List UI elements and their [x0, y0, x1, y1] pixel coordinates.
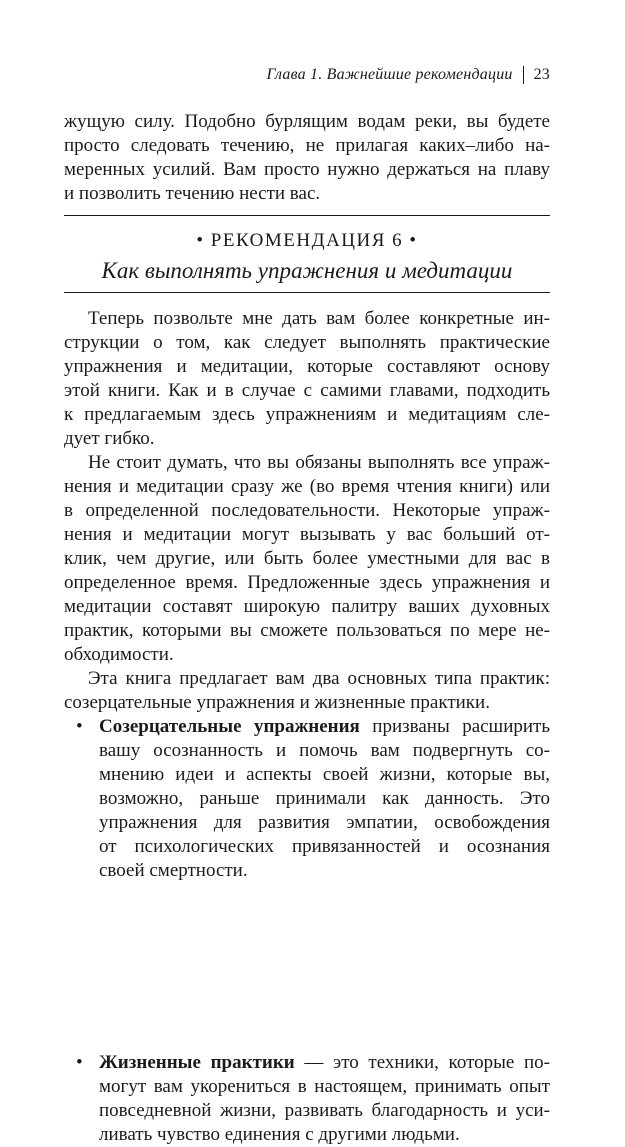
- text-line: могут вам укорениться в настоящем, принимать опыт: [99, 1076, 550, 1097]
- text-line: созерцательные упражнения и жизненные практики.: [64, 692, 490, 713]
- header-separator: [523, 66, 524, 84]
- page-number: 23: [533, 66, 550, 83]
- text-line: просто следовать течению, не прилагая каких–либо на-: [64, 135, 550, 156]
- bullet-icon: •: [76, 716, 83, 737]
- text-line: обходимости.: [64, 644, 174, 665]
- text-line: мнению идеи и аспекты своей жизни, которые вы,: [99, 764, 550, 785]
- text-line: меренных усилий. Вам просто нужно держаться на плаву: [64, 159, 550, 180]
- text-line: Теперь позвольте мне дать вам более конкретные ин-: [88, 308, 550, 329]
- text-line: и позволить течению нести вас.: [64, 183, 321, 204]
- section-rule-bottom: [64, 292, 550, 293]
- section-title: Как выполнять упражнения и медитации: [101, 258, 513, 283]
- text-line: Эта книга предлагает вам два основных типа практик:: [88, 668, 550, 689]
- paragraph-1: [64, 307, 550, 451]
- text-line: жущую силу. Подобно бурлящим водам реки, вы будете: [64, 111, 550, 132]
- bullet-text: — это техники, которые по-: [294, 1052, 550, 1073]
- text-line: [99, 1051, 550, 1075]
- text-line: нения и медитации сразу же (во время чтения книги) или: [64, 476, 550, 497]
- bullet-body: [99, 715, 550, 883]
- text-line: от психологических привязанностей и осознания: [99, 836, 550, 857]
- text-line: струкции о том, как следует выполнять практические: [64, 332, 550, 353]
- text-line: [99, 715, 550, 739]
- text-line: практик, которыми вы сможете пользоваться по мере не-: [64, 620, 550, 641]
- paragraph-3: [64, 667, 550, 715]
- text-line: своей смертности.: [99, 860, 248, 881]
- text-line: упражнения для развития эмпатии, освобождения: [99, 812, 550, 833]
- text-line: Не стоит думать, что вы обязаны выполнять все упраж-: [88, 452, 550, 473]
- text-line: дует гибко.: [64, 428, 155, 449]
- text-line: ливать чувство единения с другими людьми.: [99, 1124, 460, 1145]
- bullet-text: призваны расширить: [359, 716, 550, 737]
- text-line: определенное время. Предложенные здесь упражнения и: [64, 572, 550, 593]
- bullet-body: [99, 1051, 550, 1147]
- bullet-item-life-practices: [64, 1051, 550, 1147]
- text-line: к предлагаемым здесь упражнениям и медитациям сле-: [64, 404, 550, 425]
- bullet-term: Созерцательные упражнения: [99, 716, 360, 737]
- text-line: медитации составят широкую палитру ваших духовных: [64, 596, 550, 617]
- bullet-item-contemplative: [64, 715, 550, 883]
- text-line: клик, чем другие, или быть более уместными для вас в: [64, 548, 550, 569]
- text-line: вашу осознанность и помочь вам подвергнуть со-: [99, 740, 550, 761]
- text-line: возможно, раньше принимали как данность. Это: [99, 788, 550, 809]
- intro-paragraph: [64, 110, 550, 206]
- paragraph-2: [64, 451, 550, 667]
- bullet-term: Жизненные практики: [99, 1052, 295, 1073]
- text-line: повседневной жизни, развивать благодарность и уси-: [99, 1100, 550, 1121]
- chapter-title: Глава 1. Важнейшие рекомендации: [266, 66, 513, 83]
- text-line: в определенной последовательности. Некоторые упраж-: [64, 500, 550, 521]
- section-label: • РЕКОМЕНДАЦИЯ 6 •: [196, 230, 418, 251]
- text-line: этой книги. Как и в случае с самими главами, подходить: [64, 380, 550, 401]
- running-head: [267, 66, 550, 84]
- text-line: нения и медитации могут вызывать у вас больший от-: [64, 524, 550, 545]
- bullet-icon: •: [76, 1052, 83, 1073]
- text-line: упражнения и медитации, которые составляют основу: [64, 356, 550, 377]
- section-rule-top: [64, 215, 550, 216]
